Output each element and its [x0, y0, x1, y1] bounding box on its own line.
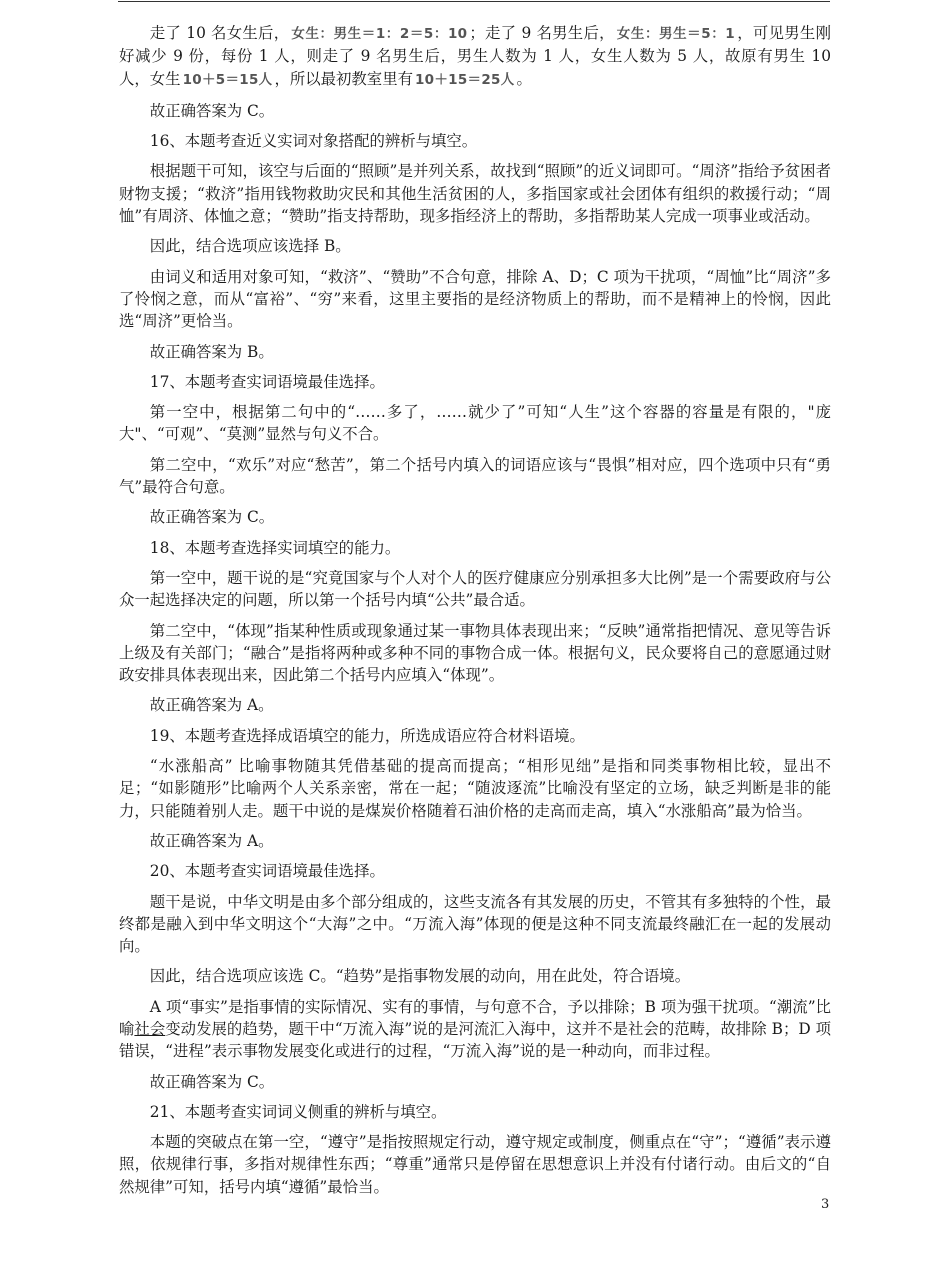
ratio-formula: 女生：男生＝1：2＝5：10 — [291, 26, 468, 42]
answer-line: 故正确答案为 C。 — [149, 508, 275, 527]
document-body — [119, 22, 831, 1206]
answer-line: 故正确答案为 C。 — [149, 101, 275, 120]
question-heading: 19、本题考查选择成语填空的能力，所选成语应符合材料语境。 — [149, 726, 585, 745]
paragraph: 本题的突破点在第一空，“遵守”是指按照规定行动，遵守规定或制度，侧重点在“守”；“遵循”表示遵照，依规律行事，多指对规律性东西；“尊重”通常只是停留在思想意识上并没有付诸行动。由后文的“自然规律”可知，括号内填“遵循”最恰当。 — [119, 1133, 831, 1196]
paragraph: 根据题干可知，该空与后面的“照顾”是并列关系，故找到“照顾”的近义词即可。“周济”指给予贫困者财物支援；“救济”指用钱物救助灾民和其他生活贫困的人，多指国家或社会团体有组织的救援行动；“周恤”有周济、体恤之意；“赞助”指支持帮助，现多指经济上的帮助，多指帮助某人完成一项事业或活动。 — [119, 162, 831, 226]
question-heading: 18、本题考查选择实词填空的能力。 — [149, 538, 401, 557]
paragraph-text: 变动发展的趋势，题干中“万流入海”说的是河流汇入海中，这并不是社会的范畴，故排除 B；D 项错误，“进程”表示事物发展变化或进行的过程，“万流入海”说的是一种动向，而非过程。 — [119, 1019, 831, 1061]
answer-line: 故正确答案为 C。 — [149, 1072, 275, 1091]
intro-text: ；走了 9 名男生后， — [469, 24, 615, 42]
intro-text: 。 — [516, 69, 532, 88]
ratio-formula: 女生：男生＝5：1 — [616, 26, 735, 42]
paragraph: 因此，结合选项应该选择 B。 — [149, 237, 351, 256]
intro-text: ，可见男生刚好减少 9 份，每份 1 人，则走了 9 名男生后，男生人数为 1 人，女生人数为 5 人，故原有男生 10 人，女生 — [119, 24, 831, 88]
intro-text: ，所以最初教室里有 — [274, 69, 413, 88]
answer-line: 故正确答案为 B。 — [149, 342, 274, 361]
page-number: 3 — [821, 1197, 830, 1212]
answer-line: 故正确答案为 A。 — [149, 696, 274, 715]
paragraph: 第二空中，“欢乐”对应“愁苦”，第二个括号内填入的词语应该与“畏惧”相对应，四个选项中只有“勇气”最符合句意。 — [119, 455, 831, 497]
intro-paragraph — [119, 22, 831, 91]
paragraph: 因此，结合选项应该选 C。“趋势”是指事物发展的动向，用在此处，符合语境。 — [149, 967, 691, 986]
answer-line: 故正确答案为 A。 — [149, 831, 274, 850]
paragraph: 题干是说，中华文明是由多个部分组成的，这些支流各有其发展的历史，不管其有多独特的个性，最终都是融入到中华文明这个“大海”之中。“万流入海”体现的便是这种不同支流最终融汇在一起的发展动向。 — [119, 892, 831, 956]
paragraph: “水涨船高” 比喻事物随其凭借基础的提高而提高；“相形见绌”是指和同类事物相比较，显出不足；“如影随形”比喻两个人关系亲密，常在一起；“随波逐流”比喻没有坚定的立场，缺乏判断是非的能力，只能随着别人走。题干中说的是煤炭价格随着石油价格的走高而走高，填入“水涨船高”最为恰当。 — [119, 757, 831, 820]
top-rule — [118, 1, 830, 2]
sum-formula: 10＋15＝25人 — [414, 71, 515, 88]
paragraph: 第一空中，题干说的是“究竟国家与个人对个人的医疗健康应分别承担多大比例”是一个需要政府与公众一起选择决定的问题，所以第一个括号内填“公共”最合适。 — [119, 568, 831, 610]
question-heading: 17、本题考查实词语境最佳选择。 — [149, 372, 385, 391]
intro-text: 走了 10 名女生后， — [149, 24, 290, 42]
question-heading: 16、本题考查近义实词对象搭配的辨析与填空。 — [149, 132, 478, 151]
underlined-link[interactable]: 社会 — [134, 1019, 166, 1038]
paragraph: 第一空中，根据第二句中的“……多了，……就少了”可知“人生”这个容器的容量是有限的，"庞大"、“可观”、“莫测”显然与句义不合。 — [119, 403, 831, 444]
paragraph-text: A 项“事实”是指事情的实际情况、实有的事情，与句意不合，予以排除；B 项为强干扰项。“潮流”比喻 — [119, 997, 831, 1038]
question-heading: 20、本题考查实词语境最佳选择。 — [149, 862, 385, 881]
paragraph: 由词义和适用对象可知，“救济”、“赞助”不合句意，排除 A、D；C 项为干扰项，“周恤”比“周济”多了怜悯之意，而从“富裕”、“穷”来看，这里主要指的是经济物质上的帮助，而不是精神上的怜悯，因此选“周济”更恰当。 — [119, 267, 831, 331]
sum-formula: 10＋5＝15人 — [182, 71, 273, 88]
paragraph — [119, 996, 831, 1063]
paragraph: 第二空中，“体现”指某种性质或现象通过某一事物具体表现出来；“反映”通常指把情况、意见等告诉上级及有关部门；“融合”是指将两种或多种不同的事物合成一体。根据句义，民众要将自己的意愿通过财政安排具体表现出来，因此第二个括号内应填入“体现”。 — [119, 621, 831, 685]
question-heading: 21、本题考查实词词义侧重的辨析与填空。 — [149, 1102, 447, 1121]
